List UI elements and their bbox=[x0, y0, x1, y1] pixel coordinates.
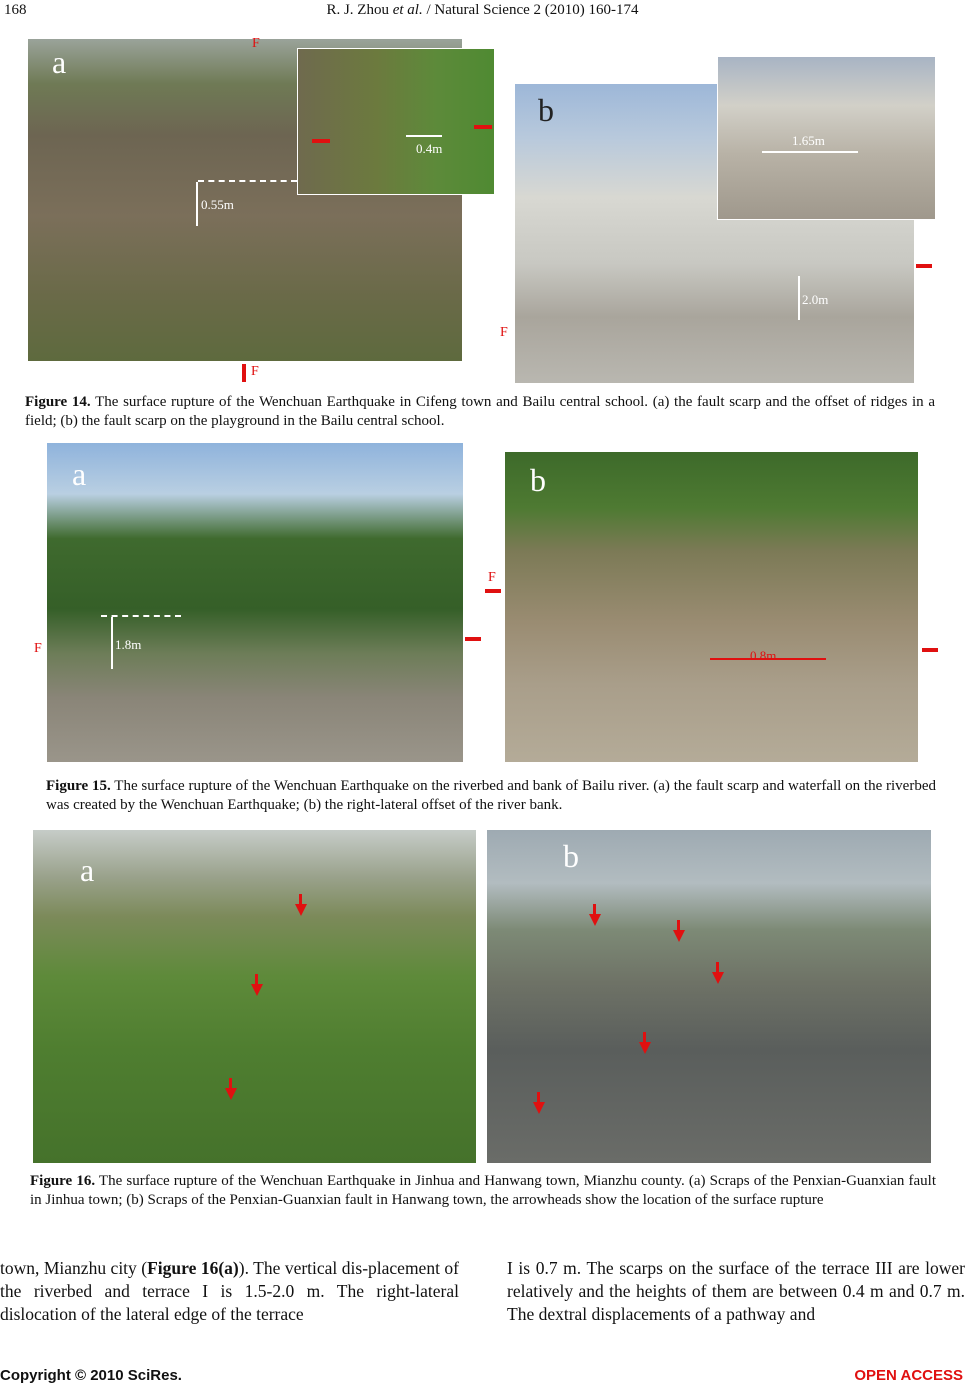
fig14a-fault-mark-top: F bbox=[252, 36, 260, 51]
body-left-column bbox=[0, 1257, 459, 1326]
fig14a-fault-arrow-bottom bbox=[242, 364, 246, 382]
running-title-etal: et al. bbox=[392, 2, 423, 18]
figure-14a-label: a bbox=[52, 44, 67, 80]
running-title-suffix: / Natural Science 2 (2010) 160-174 bbox=[422, 2, 639, 18]
fig15b-fault-mark: F bbox=[488, 570, 496, 585]
figure-15a-photo bbox=[47, 443, 463, 762]
running-title bbox=[0, 2, 965, 19]
fig14b-fault-arrow-right bbox=[916, 264, 932, 268]
fig14b-measure-inset: 1.65m bbox=[792, 133, 825, 148]
figure-16b-photo bbox=[487, 830, 931, 1163]
footer-open-access: OPEN ACCESS bbox=[854, 1367, 963, 1384]
fig15a-measure: 1.8m bbox=[115, 637, 142, 652]
figure-16-caption-label: Figure 16. bbox=[30, 1173, 96, 1189]
figure-15b-label: b bbox=[530, 462, 546, 498]
page-number: 168 bbox=[4, 2, 27, 18]
fig14a-fault-mark-bottom: F bbox=[251, 364, 259, 379]
figure-15b-photo bbox=[505, 452, 918, 762]
figure-15-caption-text: The surface rupture of the Wenchuan Earthquake on the riverbed and bank of Bailu river. (a) the fault scarp and waterfall on the riverbed was created by the Wenchuan Earthquake; (b) the right-lateral offset of the river bank. bbox=[46, 778, 936, 813]
body-left-figure-ref: Figure 16(a) bbox=[147, 1258, 239, 1278]
figure-15a-label: a bbox=[72, 456, 87, 492]
figure-15-caption-label: Figure 15. bbox=[46, 778, 111, 794]
figure-16a-label: a bbox=[80, 852, 95, 888]
figure-14a-inset-photo bbox=[297, 48, 495, 195]
figure-16b-label: b bbox=[563, 838, 579, 874]
fig14a-measure-main: 0.55m bbox=[201, 197, 234, 212]
figure-16-caption bbox=[30, 1172, 936, 1210]
body-left-pre: town, Mianzhu city ( bbox=[0, 1258, 148, 1278]
fig15b-fault-arrow-right bbox=[922, 648, 938, 652]
body-left-post: ). The vertical dis-placement of the riverbed and terrace I is 1.5-2.0 m. The right-lateral dislocation of the lateral edge of the terrace bbox=[0, 1258, 459, 1324]
fig15b-measure: 0.8m bbox=[750, 648, 777, 663]
figure-14-caption bbox=[25, 393, 935, 431]
figure-14b-label: b bbox=[538, 92, 554, 128]
fig15b-fault-arrow-left bbox=[485, 589, 501, 593]
running-title-prefix: R. J. Zhou bbox=[326, 2, 393, 18]
body-right-column: I is 0.7 m. The scarps on the surface of the terrace III are lower relatively and the heights of them are between 0.4 m and 0.7 m. The dextral displacements of a pathway and bbox=[507, 1258, 965, 1324]
figure-15-caption bbox=[46, 777, 936, 815]
figure-16a-photo bbox=[33, 830, 476, 1163]
fig14a-measure-inset: 0.4m bbox=[416, 141, 443, 156]
fig15a-fault-arrow-right bbox=[465, 637, 481, 641]
fig14b-measure-main: 2.0m bbox=[802, 292, 829, 307]
figure-16-caption-text: The surface rupture of the Wenchuan Earthquake in Jinhua and Hanwang town, Mianzhu county. (a) Scraps of the Penxian-Guanxian fault in Jinhua town; (b) Scraps of the Penxian-Guanxian fault in Hanwang town, the arrowheads show the location of the surface rupture bbox=[30, 1173, 937, 1208]
fig15a-fault-mark: F bbox=[34, 641, 42, 656]
figure-14-caption-label: Figure 14. bbox=[25, 394, 91, 410]
figure-14-caption-text: The surface rupture of the Wenchuan Earthquake in Cifeng town and Bailu central school. (a) the fault scarp and the offset of ridges in a field; (b) the fault scarp on the playground in the Bailu central school. bbox=[25, 394, 935, 429]
figure-14b-inset-photo bbox=[717, 56, 936, 220]
fig14b-fault-mark: F bbox=[500, 325, 508, 340]
footer-copyright: Copyright © 2010 SciRes. bbox=[0, 1367, 182, 1384]
